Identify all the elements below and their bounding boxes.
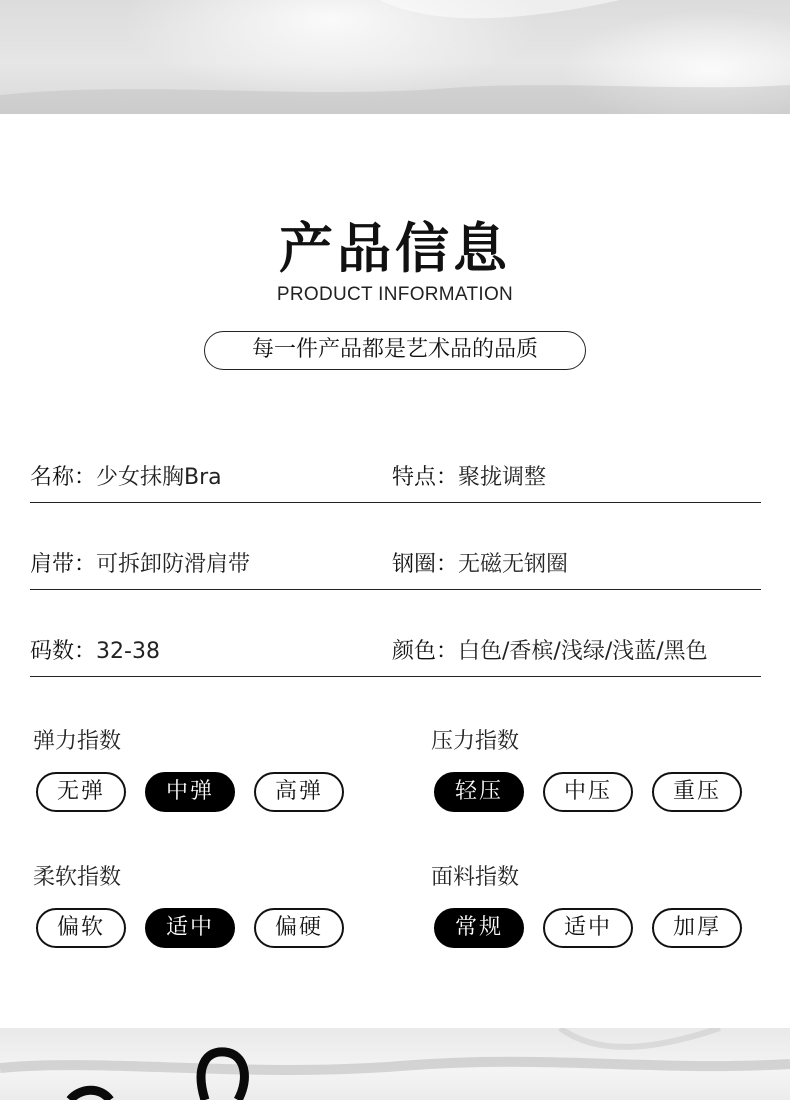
info-feature <box>392 460 546 491</box>
info-name-value: 少女抹胸Bra <box>96 465 222 490</box>
info-size-label: 码数： <box>30 639 97 664</box>
pressure-index-title: 压力指数 <box>431 729 520 754</box>
softness-option-moderate: 适中 <box>145 908 235 948</box>
info-row-strap-wire <box>30 547 761 590</box>
pressure-option-light: 轻压 <box>434 772 524 812</box>
elasticity-option-high: 高弹 <box>254 772 344 812</box>
fabric-option-moderate: 适中 <box>543 908 633 948</box>
info-strap-label: 肩带： <box>30 552 97 577</box>
info-size <box>30 634 160 665</box>
page-title: 产品信息 <box>279 217 511 280</box>
info-strap-value: 可拆卸防滑肩带 <box>96 552 251 577</box>
fabric-option-regular: 常规 <box>434 908 524 948</box>
softness-option-firm: 偏硬 <box>254 908 344 948</box>
info-wire-label: 钢圈： <box>392 552 459 577</box>
info-wire-value: 无磁无钢圈 <box>458 552 569 577</box>
top-product-photo <box>0 0 790 114</box>
info-row-name-feature <box>30 460 761 503</box>
bra-strap-illustration <box>0 1028 790 1100</box>
fabric-option-thick: 加厚 <box>652 908 742 948</box>
info-row-size-color <box>30 634 761 677</box>
slogan-badge: 每一件产品都是艺术品的品质 <box>204 331 586 370</box>
info-strap <box>30 547 250 578</box>
info-name-label: 名称： <box>30 465 97 490</box>
info-color-value: 白色/香槟/浅绿/浅蓝/黑色 <box>458 639 708 664</box>
pressure-option-medium: 中压 <box>543 772 633 812</box>
elasticity-option-medium: 中弹 <box>145 772 235 812</box>
info-color <box>392 634 708 665</box>
fabric-fold-shadow <box>0 0 790 114</box>
page-subtitle: PRODUCT INFORMATION <box>276 284 514 305</box>
info-feature-value: 聚拢调整 <box>458 465 547 490</box>
info-wire <box>392 547 568 578</box>
elasticity-option-none: 无弹 <box>36 772 126 812</box>
info-feature-label: 特点： <box>392 465 459 490</box>
info-size-value: 32-38 <box>96 639 160 664</box>
bottom-product-photo <box>0 1028 790 1100</box>
softness-option-soft: 偏软 <box>36 908 126 948</box>
info-name <box>30 460 222 491</box>
elasticity-index-title: 弹力指数 <box>33 729 122 754</box>
softness-index-title: 柔软指数 <box>33 865 122 890</box>
fabric-index-title: 面料指数 <box>431 865 520 890</box>
info-color-label: 颜色： <box>392 639 459 664</box>
pressure-option-heavy: 重压 <box>652 772 742 812</box>
